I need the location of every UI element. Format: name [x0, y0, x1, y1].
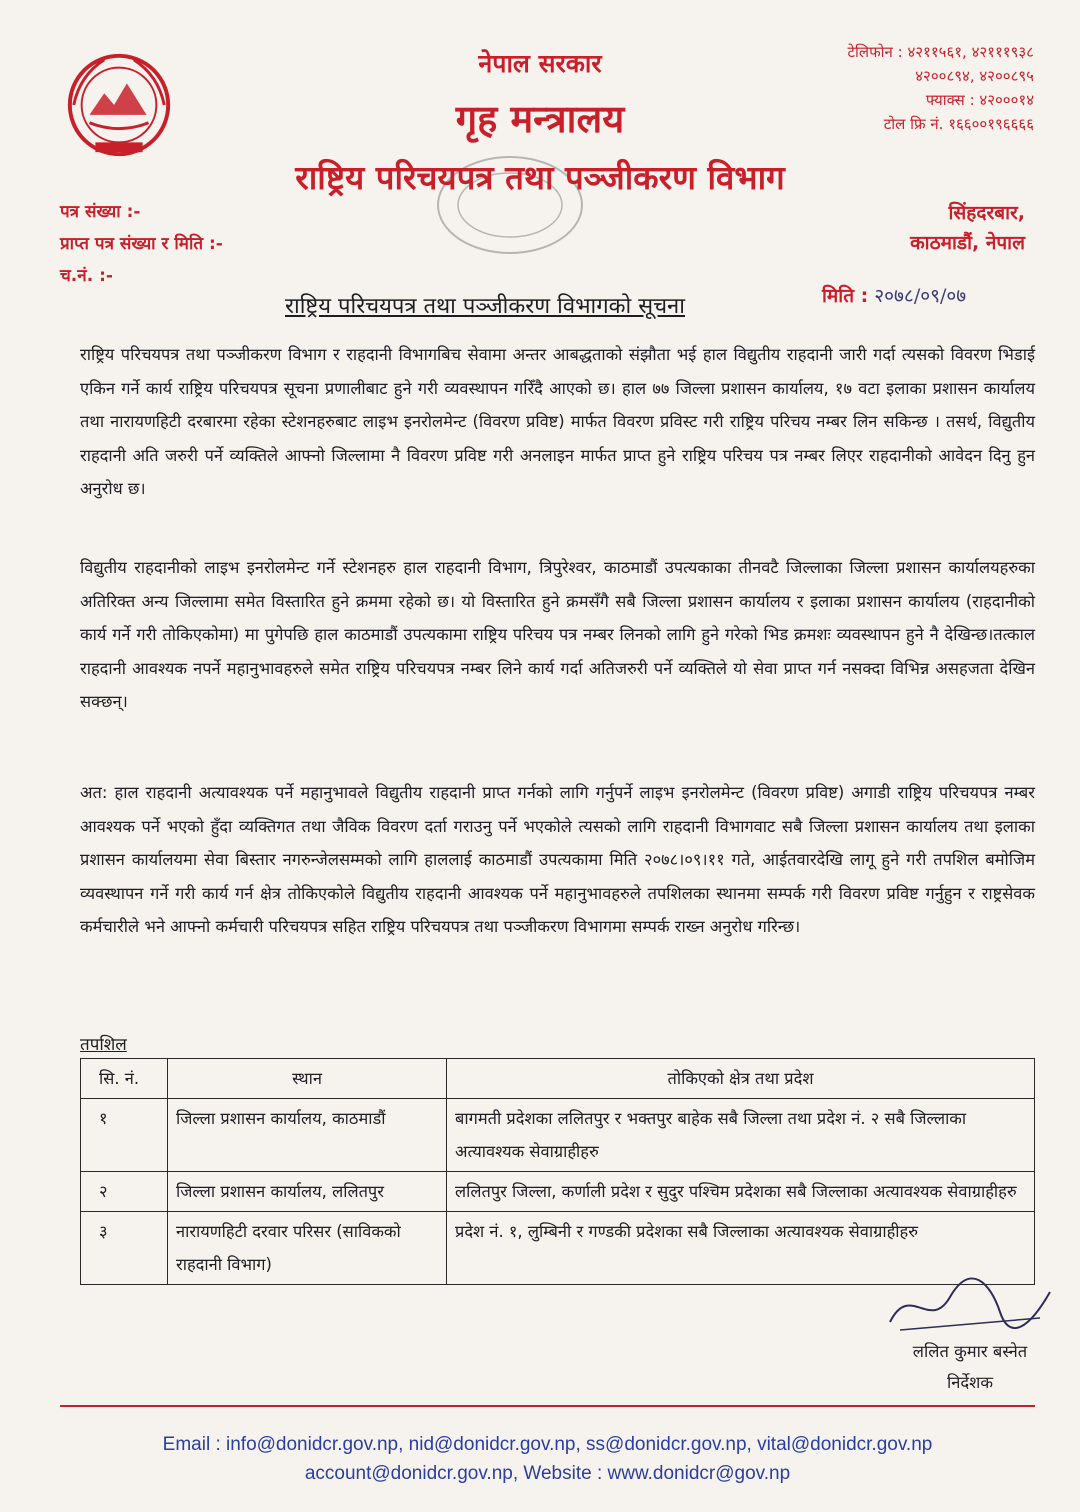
table-caption: तपशिल	[80, 1035, 127, 1055]
row-area: बागमती प्रदेशका ललितपुर र भक्तपुर बाहेक सबै जिल्ला तथा प्रदेश नं. २ सबै जिल्लाका अत्यावश्यक सेवाग्राहीहरु	[447, 1099, 1035, 1172]
paragraph-3: अत: हाल राहदानी अत्यावश्यक पर्ने महानुभावले विद्युतीय राहदानी प्राप्त गर्नको लागि गर्नुपर्ने लाइभ इनरोलमेन्ट (विवरण प्रविष्ट) अगाडी राष्ट्रिय परिचयपत्र नम्बर आवश्यक पर्ने भएको हुँदा व्यक्तिगत तथा जैविक विवरण दर्ता गराउनु पर्ने भएकोले त्यसको लागि राहदानी विभागवाट सबै जिल्ला प्रशासन कार्यालय तथा इलाका प्रशासन कार्यालयमा सेवा बिस्तार नगरुन्जेलसम्मको लागि हाललाई काठमाडौं उपत्यकामा मिति २०७८।०९।११ गते, आईतवारदेखि लागू हुने गरी तपशिल बमोजिम व्यवस्थापन गर्ने गरी कार्य गर्न क्षेत्र तोकिएकोले विद्युतीय राहदानी आवश्यक पर्ने महानुभावहरुले तपशिलका स्थानमा सम्पर्क गरी विवरण प्रविष्ट गर्नुहुन र राष्ट्रसेवक कर्मचारीले भने आफ्नो कर्मचारी परिचयपत्र सहित राष्ट्रिय परिचयपत्र तथा पञ्जीकरण विभागमा सम्पर्क राख्न अनुरोध गरिन्छ।	[80, 783, 1035, 936]
fax-line: फ्याक्स : ४२०००१४	[925, 91, 1034, 109]
phone-line-1: टेलिफोन : ४२११५६१, ४२१११९३८	[847, 43, 1034, 61]
paragraph-1: राष्ट्रिय परिचयपत्र तथा पञ्जीकरण विभाग र राहदानी विभागबिच सेवामा अन्तर आबद्धताको संझौता भई हाल विद्युतीय राहदानी जारी गर्दा त्यसको विवरण भिडाई एकिन गर्ने कार्य राष्ट्रिय परिचयपत्र सूचना प्रणालीबाट हुने गरी व्यवस्थापन गरिँदै आएको छ। हाल ७७ जिल्ला प्रशासन कार्यालय, १७ वटा इलाका प्रशासन कार्यालय तथा नारायणहिटी दरबारमा रहेका स्टेशनहरुबाट लाइभ इनरोलमेन्ट (विवरण प्रविष्ट) मार्फत विवरण प्रविस्ट गरी राष्ट्रिय परिचय नम्बर लिन सकिन्छ । तसर्थ, विद्युतीय राहदानी अति जरुरी पर्ने व्यक्तिले आफ्नो जिल्लामा नै विवरण प्रविष्ट गरी अनलाइन मार्फत प्राप्त हुने राष्ट्रिय परिचय पत्र नम्बर लिएर राहदानीको आवेदन दिनु हुन अनुरोध छ।	[80, 345, 1035, 498]
received-number-label: प्राप्त पत्र संख्या र मिति :-	[60, 234, 223, 254]
schedule-table	[80, 1058, 1035, 1285]
paragraph-2: विद्युतीय राहदानीको लाइभ इनरोलमेन्ट गर्ने स्टेशनहरु हाल राहदानी विभाग, त्रिपुरेश्वर, काठमाडौं उपत्यकाका तीनवटै जिल्लाका जिल्ला प्रशासन कार्यालयहरुका अतिरिक्त अन्य जिल्लामा समेत विस्तारित हुने क्रममा रहेको छ। यो विस्तारित हुने क्रमसँगै सबै जिल्ला प्रशासन कार्यालय र इलाका प्रशासन कार्यालय (राहदानीको कार्य गर्ने गरी तोकिएकोमा) मा पुगेपछि हाल काठमाडौं उपत्यकामा राष्ट्रिय परिचय पत्र नम्बर लिनको लागि हुने गरेको भिड क्रमशः व्यवस्थापन हुने नै देखिन्छ।तत्काल राहदानी आवश्यक नपर्ने महानुभावहरुले समेत राष्ट्रिय परिचयपत्र नम्बर लिने कार्य गर्दा अतिजरुरी पर्ने व्यक्तिले यो सेवा प्राप्त गर्न नसक्दा विभिन्न असहजता देखिन सक्छन्।	[80, 558, 1035, 711]
letter-number-label: पत्र संख्या :-	[60, 202, 141, 222]
footer-emails: Email : info@donidcr.gov.np, nid@donidcr.gov.np, ss@donidcr.gov.np, vital@donidcr.gov.np	[162, 1434, 933, 1455]
column-header-sn: सि. नं.	[81, 1059, 168, 1099]
row-number: २	[81, 1172, 168, 1212]
letterhead	[200, 40, 880, 199]
column-header-area: तोकिएको क्षेत्र तथा प्रदेश	[447, 1059, 1035, 1099]
signatory-block	[895, 1336, 1045, 1398]
dispatch-number-label: च.नं. :-	[60, 266, 113, 286]
row-area: प्रदेश नं. १, लुम्बिनी र गण्डकी प्रदेशका सबै जिल्लाका अत्यावश्यक सेवाग्राहीहरु	[447, 1212, 1035, 1285]
government-name: नेपाल सरकार	[478, 49, 602, 78]
address-line-1: सिंहदरबार,	[948, 202, 1025, 224]
row-place: नारायणहिटी दरवार परिसर (साविकको राहदानी विभाग)	[168, 1212, 447, 1285]
footer	[60, 1430, 1035, 1488]
nepal-emblem-icon	[60, 46, 178, 164]
ministry-name: गृह मन्त्रालय	[455, 97, 625, 141]
table-header-row	[81, 1059, 1035, 1099]
phone-line-2: ४२००८९४, ४२००८९५	[915, 67, 1034, 85]
footer-divider	[60, 1405, 1035, 1407]
department-name: राष्ट्रिय परिचयपत्र तथा पञ्जीकरण विभाग	[295, 158, 785, 197]
column-header-place: स्थान	[168, 1059, 447, 1099]
signatory-name: ललित कुमार बस्नेत	[912, 1342, 1028, 1361]
row-number: १	[81, 1099, 168, 1172]
footer-account-website: account@donidcr.gov.np, Website : www.donidcr@gov.np	[304, 1463, 791, 1484]
date-value: २०७८/०९/०७	[874, 285, 967, 307]
notice-title: राष्ट्रिय परिचयपत्र तथा पञ्जीकरण विभागको सूचना	[285, 294, 685, 319]
signature-mark	[880, 1272, 1060, 1342]
table-row	[81, 1172, 1035, 1212]
row-place: जिल्ला प्रशासन कार्यालय, ललितपुर	[168, 1172, 447, 1212]
row-number: ३	[81, 1212, 168, 1285]
row-area: ललितपुर जिल्ला, कर्णाली प्रदेश र सुदुर पश्चिम प्रदेशका सबै जिल्लाका अत्यावश्यक सेवाग्राहीहरु	[447, 1172, 1035, 1212]
date-line	[822, 282, 966, 308]
table-row	[81, 1099, 1035, 1172]
reference-block	[60, 196, 223, 292]
row-place: जिल्ला प्रशासन कार्यालय, काठमाडौं	[168, 1099, 447, 1172]
signatory-designation: निर्देशक	[946, 1373, 994, 1392]
tollfree-line: टोल फ्रि नं. १६६००१९६६६६	[883, 115, 1034, 133]
address-block	[910, 198, 1025, 258]
contact-block	[794, 40, 1034, 136]
address-line-2: काठमाडौं, नेपाल	[910, 232, 1025, 254]
date-label: मिति :	[822, 285, 869, 307]
